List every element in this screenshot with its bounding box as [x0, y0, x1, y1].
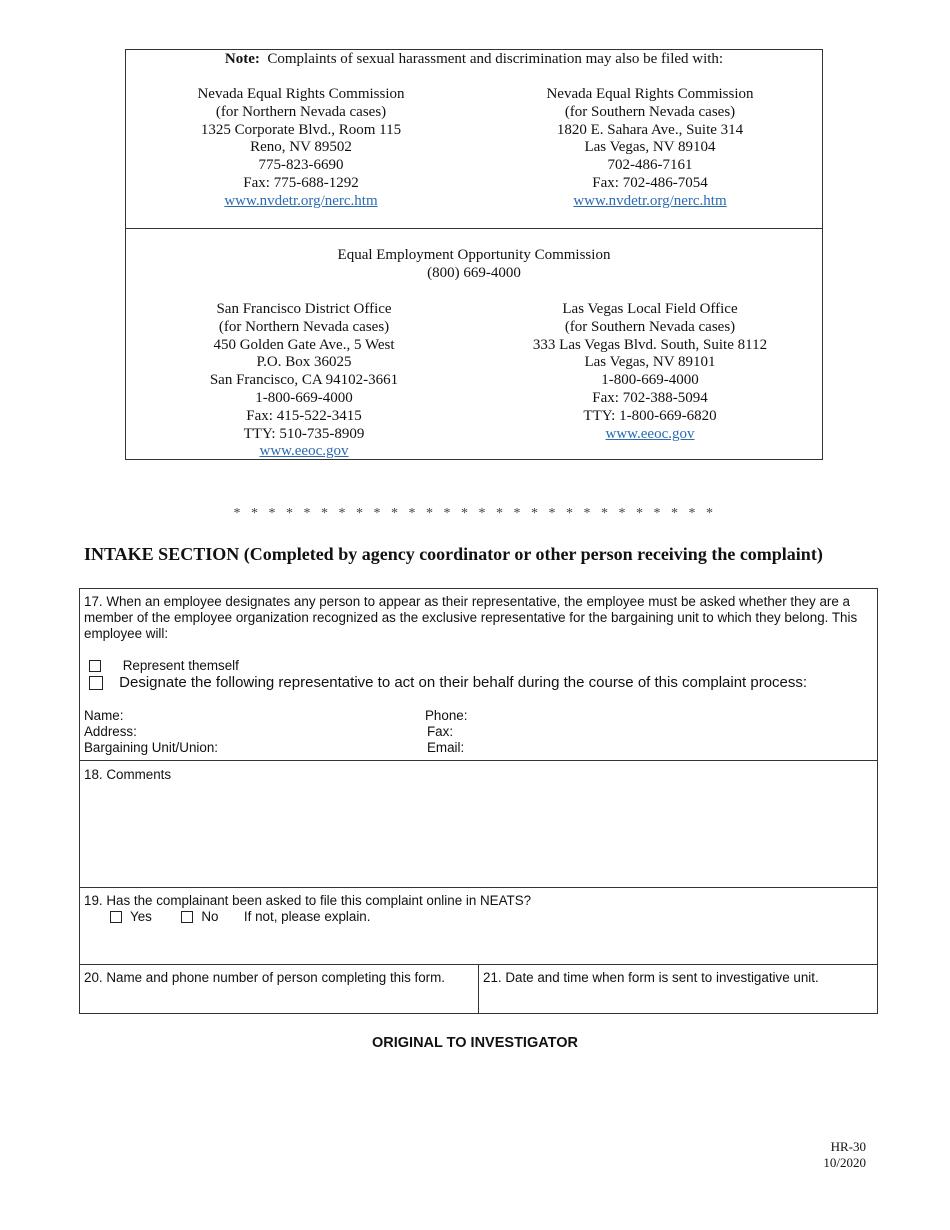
original-to-investigator: ORIGINAL TO INVESTIGATOR	[372, 1035, 578, 1051]
address-label: Address:	[84, 724, 137, 739]
eeoc-lv-link[interactable]: www.eeoc.gov	[605, 425, 695, 442]
contact-info-box	[125, 49, 823, 460]
intake-form	[79, 588, 878, 1014]
address-line: Nevada Equal Rights Commission	[197, 86, 405, 102]
explain-label: If not, please explain.	[243, 909, 371, 924]
form-identifier	[823, 1139, 866, 1171]
eeoc-sf-address	[184, 301, 424, 461]
q21-label: 21. Date and time when form is sent to investigative unit.	[483, 970, 819, 985]
represent-self-checkbox[interactable]	[89, 660, 101, 672]
address-line: 1-800-669-4000	[601, 372, 699, 389]
option-represent-self	[89, 658, 239, 674]
address-line: Fax: 702-388-5094	[592, 389, 708, 406]
address-line: Las Vegas, NV 89101	[584, 354, 716, 371]
eeoc-header	[126, 247, 822, 283]
nerc-south-link[interactable]: www.nvdetr.org/nerc.htm	[573, 192, 727, 209]
address-line: Fax: 702-486-7054	[592, 174, 708, 191]
eeoc-lv-address	[500, 301, 800, 443]
intake-section-title: INTAKE SECTION (Completed by agency coordinator or other person receiving the complaint)	[84, 544, 823, 564]
no-checkbox[interactable]	[181, 911, 193, 923]
name-label: Name:	[84, 708, 124, 723]
yes-label: Yes	[130, 909, 152, 924]
form-number: HR-30	[830, 1139, 866, 1154]
email-label: Email:	[427, 740, 465, 755]
address-line: (for Southern Nevada cases)	[564, 103, 736, 120]
note-text: Complaints of sexual harassment and discrimination may also be filed with:	[267, 51, 724, 67]
address-line: 775-823-6690	[258, 157, 344, 174]
no-label: No	[201, 909, 219, 924]
fax-label: Fax:	[427, 724, 454, 739]
question-18	[80, 761, 877, 888]
form-date: 10/2020	[823, 1155, 866, 1170]
address-line: 450 Golden Gate Ave., 5 West	[213, 336, 395, 353]
address-line: TTY: 1-800-669-6820	[583, 407, 717, 424]
comments-label: 18. Comments	[84, 767, 172, 782]
questions-20-21	[80, 965, 877, 1014]
section-divider	[126, 228, 822, 229]
option-designate-rep	[89, 675, 807, 691]
address-line: (for Northern Nevada cases)	[218, 318, 390, 335]
question-21	[479, 965, 877, 1014]
address-line: TTY: 510-735-8909	[243, 425, 365, 442]
address-line: (for Northern Nevada cases)	[215, 103, 387, 120]
q20-label: 20. Name and phone number of person completing this form.	[84, 970, 446, 985]
eeoc-sf-link[interactable]: www.eeoc.gov	[259, 443, 349, 460]
union-label: Bargaining Unit/Union:	[84, 740, 218, 755]
address-line: Las Vegas Local Field Office	[562, 301, 738, 317]
address-line: 1-800-669-4000	[255, 389, 353, 406]
designate-rep-label: Designate the following representative to act on their behalf during the course of this complaint process:	[119, 674, 808, 691]
note-line	[126, 51, 822, 68]
q17-text: 17. When an employee designates any person to appear as their representative, the employee must be asked whether they are a member of the employee organization recognized as the exclusive representative for the bargaining unit to which they belong. This employee will:	[84, 594, 858, 641]
nerc-south-address	[530, 86, 770, 211]
nerc-north-address	[181, 86, 421, 211]
designate-rep-checkbox[interactable]	[89, 676, 103, 690]
address-line: (for Southern Nevada cases)	[564, 318, 736, 335]
address-line: San Francisco, CA 94102-3661	[209, 372, 399, 389]
address-line: Las Vegas, NV 89104	[584, 139, 716, 156]
address-line: Fax: 415-522-3415	[246, 407, 362, 424]
address-line: 333 Las Vegas Blvd. South, Suite 8112	[532, 336, 768, 353]
eeoc-name: Equal Employment Opportunity Commission	[337, 247, 611, 263]
question-17	[80, 589, 877, 761]
represent-self-label: Represent themself	[122, 658, 239, 673]
q19-label: 19. Has the complainant been asked to file this complaint online in NEATS?	[84, 893, 532, 908]
address-line: 1325 Corporate Blvd., Room 115	[200, 121, 402, 138]
eeoc-phone: (800) 669-4000	[427, 264, 521, 281]
question-20	[80, 965, 479, 1014]
question-19	[80, 888, 877, 965]
address-line: Reno, NV 89502	[250, 139, 352, 156]
separator-stars: * * * * * * * * * * * * * * * * * * * * * * * * * * * *	[233, 506, 717, 521]
address-line: Fax: 775-688-1292	[243, 174, 359, 191]
phone-label: Phone:	[425, 708, 468, 723]
q19-options	[110, 909, 370, 925]
address-line: P.O. Box 36025	[256, 354, 352, 371]
address-line: 702-486-7161	[607, 157, 693, 174]
address-line: Nevada Equal Rights Commission	[546, 86, 754, 102]
address-line: 1820 E. Sahara Ave., Suite 314	[556, 121, 744, 138]
nerc-north-link[interactable]: www.nvdetr.org/nerc.htm	[224, 192, 378, 209]
yes-checkbox[interactable]	[110, 911, 122, 923]
note-label: Note:	[224, 51, 260, 67]
address-line: San Francisco District Office	[216, 301, 392, 317]
